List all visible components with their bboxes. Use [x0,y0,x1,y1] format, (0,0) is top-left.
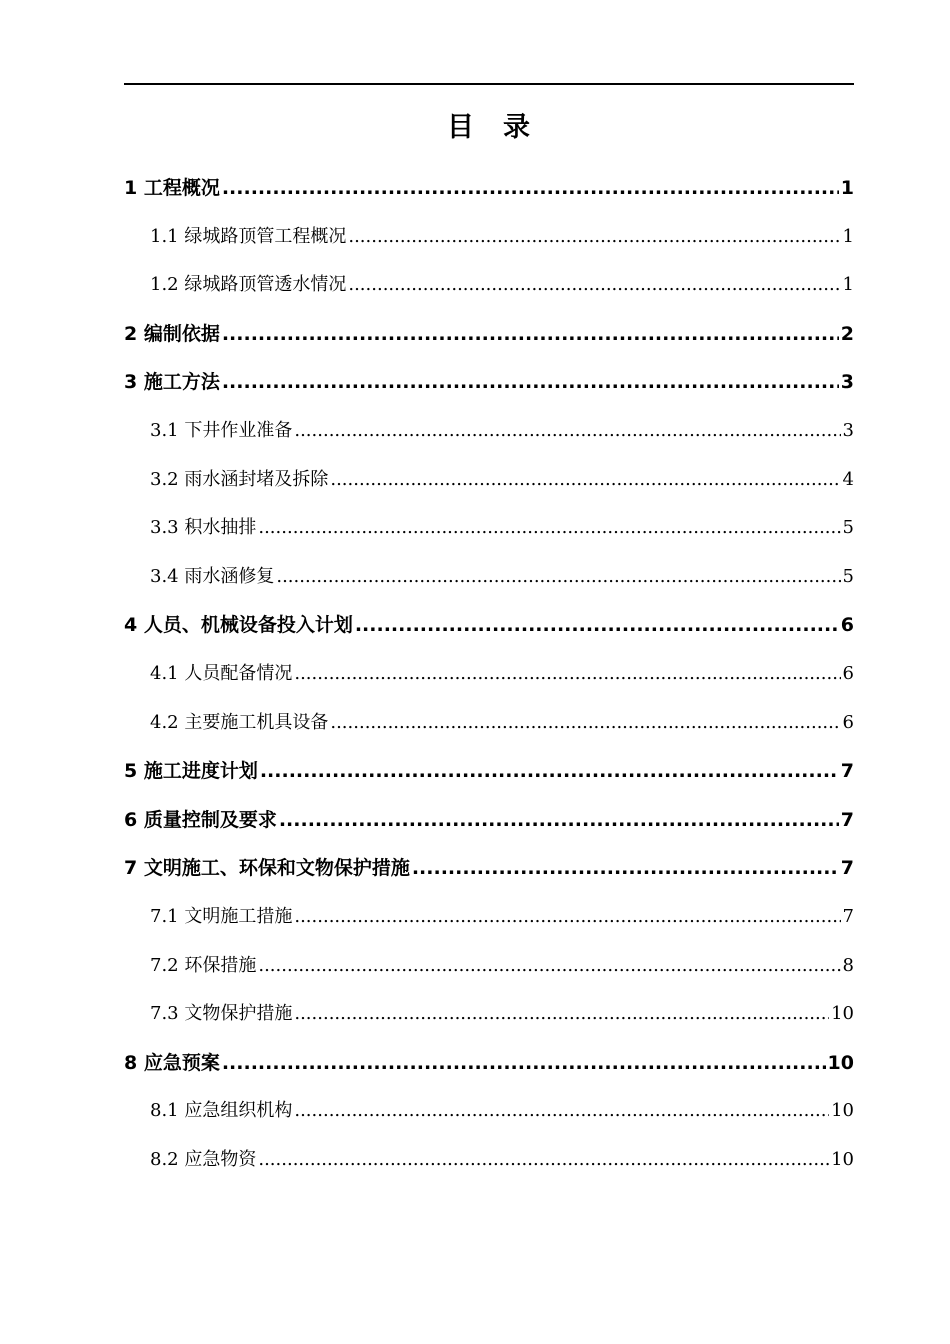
toc-subsection-entry[interactable] [124,1138,854,1187]
toc-entry-label: 3.4 雨水涵修复 [150,565,275,587]
toc-dot-leader [222,170,839,206]
toc-page-number: 8 [842,954,854,976]
toc-page-number: 5 [842,517,854,539]
toc-subsection-entry[interactable] [124,701,854,750]
toc-subsection-entry[interactable] [124,992,854,1041]
toc-page-number: 3 [842,419,854,441]
toc-page-number: 7 [840,857,854,880]
toc-subsection-entry[interactable] [124,555,854,604]
toc-section-entry[interactable] [124,749,854,798]
toc-page-number: 4 [842,468,854,490]
toc-entry-label: 1.1 绿城路顶管工程概况 [150,225,347,247]
toc-entry-label: 7.3 文物保护措施 [150,1003,293,1025]
toc-entry-label: 2 编制依据 [124,322,220,345]
toc-entry-label: 8.2 应急物资 [150,1148,257,1170]
toc-entry-label: 7 文明施工、环保和文物保护措施 [124,857,410,880]
toc-subsection-entry[interactable] [124,1089,854,1138]
toc-dot-leader [330,462,840,498]
toc-entry-label: 7.1 文明施工措施 [150,905,293,927]
header-rule [124,83,854,85]
toc-section-entry[interactable] [124,312,854,361]
toc-dot-leader [258,510,840,546]
toc-dot-leader [294,899,840,935]
toc-dot-leader [348,267,840,303]
toc-entry-label: 3.2 雨水涵封堵及拆除 [150,468,329,490]
toc-entry-label: 3 施工方法 [124,371,220,394]
toc-subsection-entry[interactable] [124,944,854,993]
toc-dot-leader [294,656,840,692]
toc-section-entry[interactable] [124,360,854,409]
toc-entry-label: 8.1 应急组织机构 [150,1100,293,1122]
toc-entry-label: 5 施工进度计划 [124,760,258,783]
toc-dot-leader [294,413,840,449]
toc-dot-leader [222,1045,826,1081]
toc-subsection-entry[interactable] [124,215,854,264]
toc-dot-leader [294,1093,829,1129]
toc-page-number: 6 [842,662,854,684]
toc-page-number: 10 [831,1148,854,1170]
toc-page-number: 7 [842,905,854,927]
toc-page-number: 7 [840,808,854,831]
toc-dot-leader [258,1142,829,1178]
toc-page-number: 10 [831,1003,854,1025]
toc-page-number: 3 [840,371,854,394]
toc-section-entry[interactable] [124,1041,854,1090]
toc-entry-label: 3.1 下井作业准备 [150,419,293,441]
toc-page-number: 1 [840,177,854,199]
toc-dot-leader [222,364,839,400]
toc-entry-label: 1.2 绿城路顶管透水情况 [150,274,347,296]
toc-section-entry[interactable] [124,603,854,652]
toc-subsection-entry[interactable] [124,409,854,458]
toc-dot-leader [258,948,840,984]
toc-dot-leader [279,802,839,838]
toc-entry-label: 7.2 环保措施 [150,954,257,976]
toc-dot-leader [355,607,839,643]
toc-dot-leader [412,850,839,886]
toc-page-number: 5 [842,565,854,587]
toc-dot-leader [222,316,839,352]
toc-dot-leader [294,996,829,1032]
toc-subsection-entry[interactable] [124,506,854,555]
toc-dot-leader [330,705,840,741]
page-title: 目 录 [447,112,531,143]
toc-entry-label: 8 应急预案 [124,1051,220,1074]
toc-entry-label: 3.3 积水抽排 [150,517,257,539]
toc-subsection-entry[interactable] [124,652,854,701]
toc-entry-label: 4.2 主要施工机具设备 [150,711,329,733]
toc-subsection-entry[interactable] [124,895,854,944]
toc-page-number: 10 [831,1100,854,1122]
toc-section-entry[interactable] [124,798,854,847]
toc-page-number: 1 [842,274,854,296]
toc-page-number: 1 [842,225,854,247]
toc-entry-label: 6 质量控制及要求 [124,808,277,831]
toc-dot-leader [260,753,839,789]
toc-section-entry[interactable] [124,846,854,895]
toc-dot-leader [348,219,840,255]
toc-page-number: 2 [840,322,854,345]
toc-entry-label: 1 工程概况 [124,177,220,199]
toc-subsection-entry[interactable] [124,458,854,507]
toc-entry-label: 4 人员、机械设备投入计划 [124,614,353,637]
toc-page-number: 10 [827,1051,854,1074]
toc-section-entry[interactable] [124,166,854,215]
toc-page-number: 7 [840,760,854,783]
toc-page-number: 6 [840,614,854,637]
toc-page-number: 6 [842,711,854,733]
table-of-contents [124,166,854,1186]
toc-entry-label: 4.1 人员配备情况 [150,662,293,684]
toc-dot-leader [276,559,840,595]
toc-subsection-entry[interactable] [124,263,854,312]
